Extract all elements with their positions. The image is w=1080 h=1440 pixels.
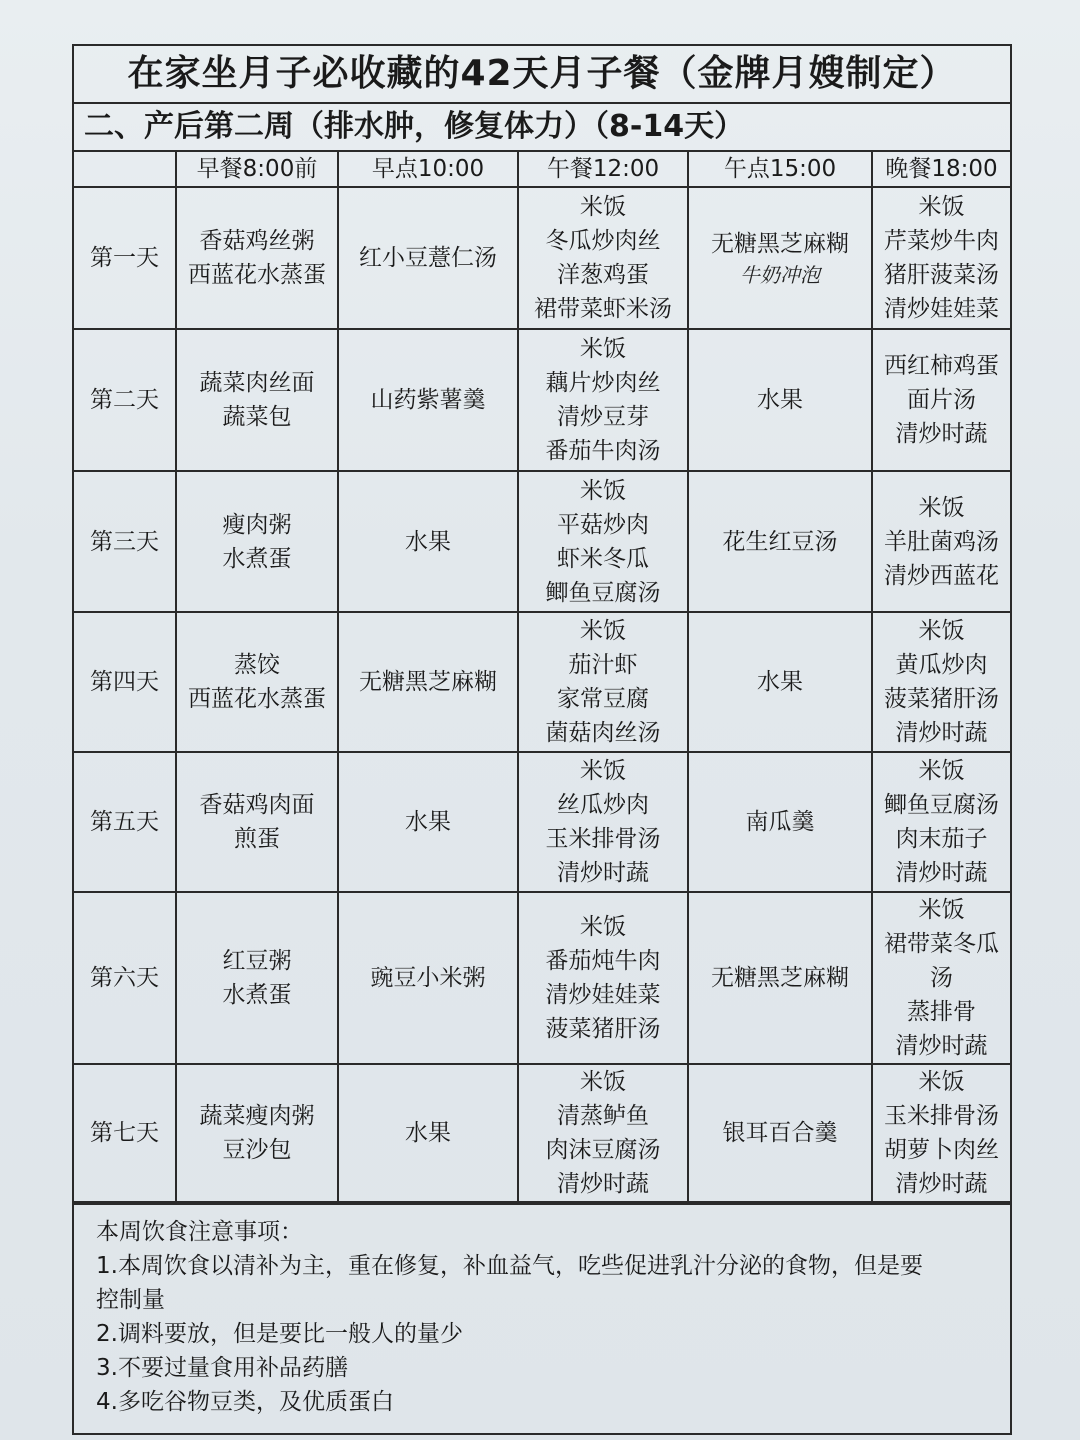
table-row [74, 187, 1010, 329]
dish-item: 洋葱鸡蛋 [557, 262, 649, 288]
dish-item: 水果 [405, 809, 451, 835]
lunch-cell [518, 187, 688, 329]
dish-item: 蒸排骨 [907, 999, 976, 1025]
dish-item: 面片汤 [907, 387, 976, 413]
dish-item: 平菇炒肉 [557, 511, 649, 538]
note-item-1a: 1.本周饮食以清补为主，重在修复，补血益气，吃些促进乳汁分泌的食物，但是要 [96, 1253, 923, 1279]
handwritten-note: 牛奶冲泡 [740, 263, 820, 287]
dish-item: 鲫鱼豆腐汤 [545, 579, 661, 606]
dish-item: 清炒时蔬 [557, 1171, 649, 1197]
dish-item: 米饭 [580, 618, 626, 644]
afternoon-snack-cell [688, 612, 872, 752]
dish-item: 水煮蛋 [222, 982, 292, 1008]
dish-item: 水果 [405, 528, 451, 555]
dish-item: 肉末茄子 [895, 826, 988, 852]
day-label: 第五天 [74, 752, 176, 892]
header-dinner: 晚餐18:00 [872, 152, 1010, 187]
dish-item: 番茄牛肉汤 [545, 438, 661, 464]
week-subtitle: 二、产后第二周（排水肿，修复体力）（8-14天） [74, 104, 1010, 152]
dish-item: 菠菜猪肝汤 [884, 686, 999, 712]
dish-item: 清炒豆芽 [557, 404, 649, 430]
dish-item: 清炒时蔬 [557, 860, 649, 886]
breakfast-cell [176, 892, 338, 1064]
dish-item: 蔬菜包 [222, 404, 292, 430]
dish-item: 家常豆腐 [557, 686, 649, 712]
notes-heading: 本周饮食注意事项： [96, 1219, 303, 1245]
dish-item: 米饭 [918, 1069, 965, 1095]
header-morning-snack: 早点10:00 [338, 152, 518, 187]
dish-item: 清炒娃娃菜 [545, 982, 661, 1008]
dish-item: 水果 [757, 387, 803, 413]
table-row [74, 1064, 1010, 1202]
dinner-cell [872, 329, 1010, 471]
page-title: 在家坐月子必收藏的42天月子餐（金牌月嫂制定） [74, 46, 1010, 104]
dinner-cell [872, 471, 1010, 612]
dish-item: 番茄炖牛肉 [545, 948, 661, 974]
dish-item: 清炒时蔬 [895, 860, 988, 886]
table-row [74, 752, 1010, 892]
dish-item: 冬瓜炒肉丝 [545, 228, 661, 254]
dish-item: 煎蛋 [234, 826, 280, 852]
note-item-4: 4.多吃谷物豆类，及优质蛋白 [96, 1389, 394, 1415]
day-label: 第六天 [74, 892, 176, 1064]
lunch-cell [518, 1064, 688, 1202]
morning-snack-cell [338, 752, 518, 892]
dish-item: 米饭 [580, 914, 626, 940]
dish-item: 米饭 [918, 897, 965, 923]
dish-item: 米饭 [918, 758, 965, 784]
dish-item: 米饭 [918, 618, 965, 644]
dish-item: 花生红豆汤 [722, 528, 838, 555]
lunch-cell [518, 752, 688, 892]
dish-item: 米饭 [918, 494, 965, 521]
dinner-cell [872, 187, 1010, 329]
dish-item: 山药紫薯羹 [370, 387, 486, 413]
morning-snack-cell [338, 187, 518, 329]
dish-item: 南瓜羹 [745, 809, 815, 835]
dish-item: 清炒时蔬 [895, 1171, 988, 1197]
dish-item: 蒸饺 [234, 652, 280, 678]
dish-item: 丝瓜炒肉 [557, 792, 649, 818]
dish-item: 清蒸鲈鱼 [557, 1103, 649, 1129]
day-label: 第四天 [74, 612, 176, 752]
dish-item: 无糖黑芝麻糊 [711, 231, 849, 257]
note-item-1b: 控制量 [96, 1287, 165, 1313]
header-lunch: 午餐12:00 [518, 152, 688, 187]
day-label: 第七天 [74, 1064, 176, 1202]
dish-item: 肉沫豆腐汤 [545, 1137, 661, 1163]
dish-item: 无糖黑芝麻糊 [359, 669, 497, 695]
dish-item: 西蓝花水蒸蛋 [188, 262, 326, 288]
dish-item: 水果 [405, 1120, 451, 1146]
dish-item: 瘦肉粥 [222, 511, 292, 538]
lunch-cell [518, 612, 688, 752]
dish-item: 清炒时蔬 [895, 421, 988, 447]
header-day [74, 152, 176, 187]
dish-item: 虾米冬瓜 [557, 545, 649, 572]
dish-item: 豌豆小米粥 [370, 965, 486, 991]
dish-item: 鲫鱼豆腐汤 [884, 792, 999, 818]
morning-snack-cell [338, 471, 518, 612]
dinner-cell [872, 892, 1010, 1064]
table-row [74, 892, 1010, 1064]
dinner-cell [872, 752, 1010, 892]
afternoon-snack-cell [688, 329, 872, 471]
menu-sheet [72, 44, 1012, 1435]
dish-item: 藕片炒肉丝 [545, 370, 661, 396]
day-label: 第三天 [74, 471, 176, 612]
dish-item: 米饭 [580, 758, 626, 784]
dish-item: 水果 [757, 669, 803, 695]
afternoon-snack-cell [688, 892, 872, 1064]
dish-item: 胡萝卜肉丝 [884, 1137, 999, 1163]
dish-item: 裙带菜虾米汤 [534, 296, 672, 322]
breakfast-cell [176, 471, 338, 612]
dish-item: 清炒时蔬 [895, 720, 988, 746]
dish-item: 香菇鸡丝粥 [199, 228, 315, 254]
afternoon-snack-cell [688, 471, 872, 612]
day-label: 第一天 [74, 187, 176, 329]
dish-item: 蔬菜瘦肉粥 [199, 1103, 315, 1129]
note-item-2: 2.调料要放，但是要比一般人的量少 [96, 1321, 463, 1347]
afternoon-snack-cell [688, 187, 872, 329]
day-label: 第二天 [74, 329, 176, 471]
dish-item: 米饭 [580, 477, 626, 504]
dish-item: 菠菜猪肝汤 [545, 1016, 661, 1042]
dish-item: 羊肚菌鸡汤 [884, 528, 999, 555]
dish-item: 蔬菜肉丝面 [199, 370, 315, 396]
dish-item: 清炒娃娃菜 [884, 296, 999, 322]
dish-item: 玉米排骨汤 [545, 826, 661, 852]
dish-item: 汤 [930, 965, 953, 991]
dish-item: 红豆粥 [222, 948, 292, 974]
note-item-3: 3.不要过量食用补品药膳 [96, 1355, 348, 1381]
morning-snack-cell [338, 612, 518, 752]
dish-item: 红小豆薏仁汤 [359, 245, 497, 271]
morning-snack-cell [338, 892, 518, 1064]
dish-item: 清炒西蓝花 [884, 562, 999, 589]
dish-item: 豆沙包 [222, 1137, 292, 1163]
dish-item: 米饭 [580, 194, 626, 220]
dish-item: 西红柿鸡蛋 [884, 353, 999, 379]
afternoon-snack-cell [688, 1064, 872, 1202]
dinner-cell [872, 1064, 1010, 1202]
lunch-cell [518, 329, 688, 471]
meal-table [74, 152, 1010, 1203]
table-row [74, 471, 1010, 612]
dish-item: 米饭 [918, 194, 965, 220]
morning-snack-cell [338, 1064, 518, 1202]
dish-item: 无糖黑芝麻糊 [711, 965, 849, 991]
breakfast-cell [176, 752, 338, 892]
dish-item: 菌菇肉丝汤 [545, 720, 661, 746]
breakfast-cell [176, 187, 338, 329]
dish-item: 玉米排骨汤 [884, 1103, 999, 1129]
dish-item: 清炒时蔬 [895, 1033, 988, 1059]
dish-item: 米饭 [580, 1069, 626, 1095]
notes-section [74, 1203, 1010, 1433]
lunch-cell [518, 892, 688, 1064]
table-header-row [74, 152, 1010, 187]
breakfast-cell [176, 1064, 338, 1202]
table-body [74, 187, 1010, 1202]
dish-item: 芹菜炒牛肉 [884, 228, 999, 254]
table-row [74, 612, 1010, 752]
dish-item: 银耳百合羹 [722, 1120, 838, 1146]
dish-item: 黄瓜炒肉 [895, 652, 988, 678]
dinner-cell [872, 612, 1010, 752]
dish-item: 香菇鸡肉面 [199, 792, 315, 818]
header-afternoon-snack: 午点15:00 [688, 152, 872, 187]
dish-item: 西蓝花水蒸蛋 [188, 686, 326, 712]
dish-item: 米饭 [580, 336, 626, 362]
header-breakfast: 早餐8:00前 [176, 152, 338, 187]
morning-snack-cell [338, 329, 518, 471]
lunch-cell [518, 471, 688, 612]
breakfast-cell [176, 612, 338, 752]
dish-item: 裙带菜冬瓜 [884, 931, 999, 957]
afternoon-snack-cell [688, 752, 872, 892]
table-row [74, 329, 1010, 471]
breakfast-cell [176, 329, 338, 471]
dish-item: 茄汁虾 [568, 652, 638, 678]
dish-item: 猪肝菠菜汤 [884, 262, 999, 288]
dish-item: 水煮蛋 [222, 545, 292, 572]
